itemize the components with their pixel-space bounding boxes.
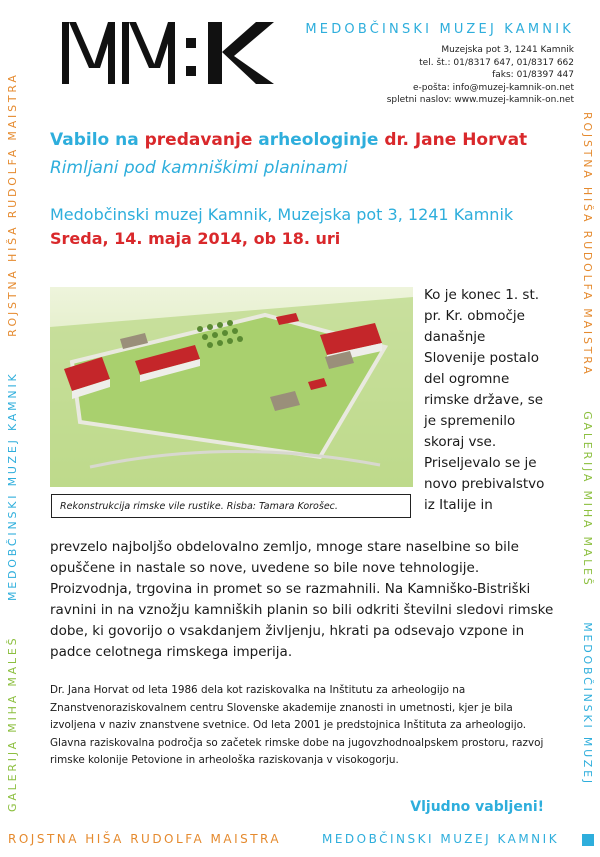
intro-text-column: Ko je konec 1. st. pr. Kr. območje današnje Slovenije postalo del ogromne rimske države, se je spremenilo skoraj vse. Priseljevalo se je novo prebivalstvo iz Italije in — [424, 287, 545, 513]
contact-website[interactable]: spletni naslov: www.muzej-kamnik-on.net — [386, 95, 574, 105]
villa-illustration — [50, 287, 413, 487]
right-border-galerija: GALERIJA MIHA MALEŠ — [581, 411, 594, 588]
main-paragraph: prevzelo najboljšo obdelovalno zemljo, mnoge stare naselbine so bile opuščene in nastale so nove, uvedene so bile nove tehnologije. Proizvodnja, trgovina in promet so se razmahnili. Na Kamniško-Bistriški ravnini in na vznožju kamniških planin so bili odkriti številni sledovi rimske dobe, ki govorijo o vsakdanjem življenju, hkrati pa odsevajo vzpone in padce celotnega rimskega imperija. — [50, 539, 554, 660]
contact-fax: faks: 01/8397 447 — [492, 70, 574, 80]
bottom-border-maister: ROJSTNA HIŠA RUDOLFA MAISTRA — [8, 832, 282, 846]
right-border-maister: ROJSTNA HIŠA RUDOLFA MAISTRA — [581, 112, 594, 377]
left-border-galerija: GALERIJA MIHA MALEŠ — [6, 635, 19, 812]
left-border-maister: ROJSTNA HIŠA RUDOLFA MAISTRA — [6, 72, 19, 337]
date-line: Sreda, 14. maja 2014, ob 18. uri — [50, 229, 341, 248]
museum-logo — [62, 18, 282, 88]
bottom-corner-block — [582, 834, 594, 846]
left-border-muzej: MEDOBČINSKI MUZEJ KAMNIK — [6, 371, 19, 601]
left-border-text — [6, 72, 19, 812]
lecturer-bio: Dr. Jana Horvat od leta 1986 dela kot raziskovalka na Inštitutu za arheologijo na Znanstvenoraziskovalnem centru Slovenske akademije znanosti in umetnosti, kjer je bila izvoljena v naziv znanstvene svetnice. Od leta 2001 je predstojnica Inštituta za arheologijo. Glavna raziskovalna področja so začetek rimske dobe na jugovzhodnoalpskem prostoru, razvoj rimske kolonije Petovione in arheološka raziskovanja v visokogorju. — [50, 684, 544, 766]
closing-line: Vljudno vabljeni! — [410, 799, 544, 815]
bottom-border-muzej: MEDOBČINSKI MUZEJ KAMNIK — [322, 832, 560, 846]
contact-block — [387, 44, 574, 107]
museum-name-header: MEDOBČINSKI MUZEJ KAMNIK — [305, 22, 574, 37]
contact-address: Muzejska pot 3, 1241 Kamnik — [441, 45, 574, 55]
invitation-title: Vabilo na predavanje arheologinje dr. Jane Horvat — [50, 130, 528, 150]
right-border-muzej: MEDOBČINSKI MUZEJ — [581, 622, 594, 786]
contact-phone: tel. št.: 01/8317 647, 01/8317 662 — [419, 57, 574, 68]
contact-email[interactable]: e-pošta: info@muzej-kamnik-on.net — [413, 82, 574, 93]
venue-line: Medobčinski muzej Kamnik, Muzejska pot 3, 1241 Kamnik — [50, 205, 514, 224]
lecture-subtitle: Rimljani pod kamniškimi planinami — [50, 158, 348, 178]
right-border-text — [581, 112, 594, 786]
image-caption: Rekonstrukcija rimske vile rustike. Risba: Tamara Korošec. — [51, 494, 411, 518]
